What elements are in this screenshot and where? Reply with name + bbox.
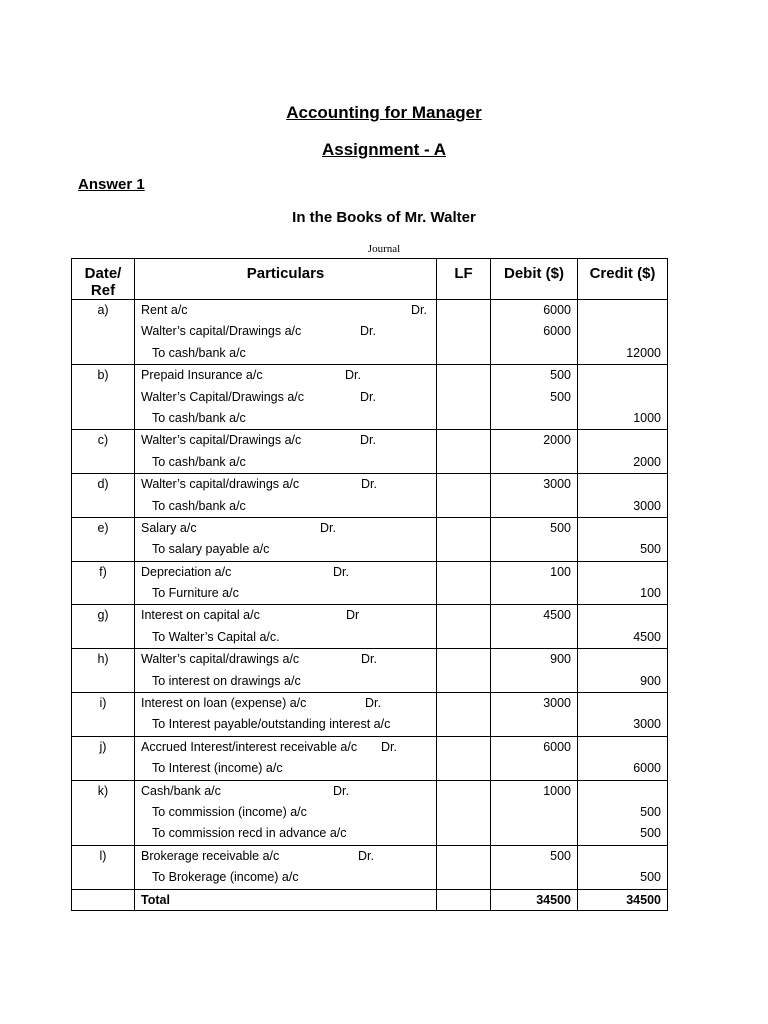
entry-particulars-cell: [135, 845, 437, 889]
debit-amount: [491, 867, 577, 888]
account-name: To interest on drawings a/c: [152, 673, 301, 688]
account-name: To Brokerage (income) a/c: [152, 870, 299, 885]
account-name: To commission recd in advance a/c: [152, 826, 347, 841]
entry-particulars-cell: [135, 474, 437, 518]
header-debit: Debit ($): [491, 259, 578, 300]
entry-lf-cell: [437, 474, 491, 518]
particular-line: [135, 474, 436, 495]
particular-line: [135, 802, 436, 823]
entry-particulars-cell: [135, 736, 437, 780]
entry-particulars-cell: [135, 605, 437, 649]
entry-lf-cell: [437, 365, 491, 430]
entry-lf-cell: [437, 605, 491, 649]
credit-amount: 500: [640, 870, 661, 885]
books-heading: In the Books of Mr. Walter: [292, 209, 476, 226]
particular-line: [135, 365, 436, 386]
credit-amount: [578, 518, 667, 539]
total-credit: 34500: [626, 892, 661, 907]
header-date-ref: Date/ Ref: [72, 259, 135, 300]
entry-ref: i): [99, 696, 107, 711]
credit-amount: [578, 387, 667, 408]
debit-amount: [491, 452, 577, 473]
debit-amount: [491, 539, 577, 560]
particular-line: [135, 430, 436, 451]
account-name: To Interest (income) a/c: [152, 761, 283, 776]
entry-lf-cell: [437, 649, 491, 693]
debit-amount: [491, 823, 577, 844]
debit-amount: 500: [550, 848, 571, 863]
account-name: Prepaid Insurance a/c: [141, 368, 263, 383]
account-name: Accrued Interest/interest receivable a/c: [141, 739, 358, 754]
credit-amount: [578, 321, 667, 342]
entry-ref-cell: [72, 300, 135, 365]
entry-particulars-cell: [135, 300, 437, 365]
entry-debit-cell: [491, 693, 578, 737]
debit-amount: 4500: [543, 608, 571, 623]
total-lf-cell: [437, 889, 491, 910]
entry-ref: b): [97, 368, 109, 383]
total-row: [72, 889, 668, 910]
entry-ref-cell: [72, 693, 135, 737]
particular-line: [135, 605, 436, 626]
entry-particulars-cell: [135, 365, 437, 430]
particular-line: [135, 627, 436, 648]
entry-debit-cell: [491, 845, 578, 889]
entry-credit-cell: [578, 780, 668, 845]
entry-particulars-cell: [135, 693, 437, 737]
debit-amount: 500: [550, 368, 571, 383]
particular-line: [135, 539, 436, 560]
debit-amount: 6000: [543, 303, 571, 317]
entry-ref: k): [97, 783, 109, 798]
account-name: To Interest payable/outstanding interest a/c: [152, 717, 391, 732]
entry-credit-cell: [578, 649, 668, 693]
debit-marker: Dr.: [365, 696, 381, 711]
entry-lf-cell: [437, 430, 491, 474]
debit-amount: [491, 802, 577, 823]
credit-amount: [578, 693, 667, 714]
entry-ref-cell: [72, 474, 135, 518]
particular-line: [135, 583, 436, 604]
entry-lf-cell: [437, 780, 491, 845]
journal-entry-row: [72, 605, 668, 649]
entry-debit-cell: [491, 300, 578, 365]
entry-ref: e): [97, 520, 109, 535]
particular-line: [135, 300, 436, 321]
credit-amount: 2000: [633, 454, 661, 469]
journal-entry-row: [72, 300, 668, 365]
entry-ref-cell: [72, 561, 135, 605]
journal-entry-row: [72, 561, 668, 605]
debit-marker: Dr.: [360, 389, 376, 404]
credit-amount: [578, 430, 667, 451]
entry-debit-cell: [491, 365, 578, 430]
debit-marker: Dr.: [360, 433, 376, 448]
credit-amount: 6000: [633, 761, 661, 776]
entry-ref: l): [99, 848, 107, 863]
total-credit-cell: [578, 889, 668, 910]
debit-amount: 3000: [543, 477, 571, 492]
account-name: To cash/bank a/c: [152, 410, 246, 425]
table-header-row: [72, 259, 668, 300]
entry-debit-cell: [491, 736, 578, 780]
journal-body: [72, 300, 668, 890]
debit-marker: Dr.: [333, 783, 349, 798]
total-debit-cell: [491, 889, 578, 910]
account-name: Walter’s capital/Drawings a/c: [141, 433, 302, 448]
journal-entry-row: [72, 649, 668, 693]
debit-marker: Dr.: [333, 564, 349, 579]
credit-amount: 100: [640, 586, 661, 601]
particular-line: [135, 693, 436, 714]
particular-line: [135, 823, 436, 844]
entry-ref: a): [97, 303, 109, 317]
entry-lf-cell: [437, 693, 491, 737]
debit-amount: [491, 408, 577, 429]
account-name: To Walter’s Capital a/c.: [152, 629, 280, 644]
particular-line: [135, 408, 436, 429]
journal-entry-row: [72, 780, 668, 845]
entry-debit-cell: [491, 780, 578, 845]
entry-ref: d): [97, 477, 109, 492]
credit-amount: 900: [640, 673, 661, 688]
credit-amount: [578, 562, 667, 583]
debit-marker: Dr.: [358, 848, 374, 863]
debit-amount: [491, 343, 577, 364]
particular-line: [135, 496, 436, 517]
particular-line: [135, 758, 436, 779]
entry-ref: f): [99, 564, 107, 579]
entry-ref: g): [97, 608, 109, 623]
credit-amount: [578, 781, 667, 802]
particular-line: [135, 562, 436, 583]
entry-particulars-cell: [135, 561, 437, 605]
credit-amount: [578, 474, 667, 495]
particular-line: [135, 452, 436, 473]
entry-lf-cell: [437, 517, 491, 561]
account-name: To salary payable a/c: [152, 542, 270, 557]
entry-credit-cell: [578, 365, 668, 430]
particular-line: [135, 387, 436, 408]
debit-amount: 900: [550, 652, 571, 667]
journal-entry-row: [72, 430, 668, 474]
particular-line: [135, 321, 436, 342]
entry-ref-cell: [72, 649, 135, 693]
entry-debit-cell: [491, 474, 578, 518]
debit-amount: 3000: [543, 696, 571, 711]
header-credit: Credit ($): [578, 259, 668, 300]
debit-amount: [491, 714, 577, 735]
debit-amount: [491, 627, 577, 648]
entry-lf-cell: [437, 561, 491, 605]
entry-credit-cell: [578, 430, 668, 474]
debit-marker: Dr.: [361, 477, 377, 492]
credit-amount: [578, 605, 667, 626]
particular-line: [135, 781, 436, 802]
entry-debit-cell: [491, 561, 578, 605]
credit-amount: 4500: [633, 629, 661, 644]
credit-amount: [578, 300, 667, 321]
credit-amount: 3000: [633, 717, 661, 732]
account-name: To cash/bank a/c: [152, 454, 246, 469]
particular-line: [135, 518, 436, 539]
entry-ref-cell: [72, 517, 135, 561]
entry-credit-cell: [578, 300, 668, 365]
debit-amount: 6000: [543, 739, 571, 754]
entry-particulars-cell: [135, 649, 437, 693]
particular-line: [135, 846, 436, 867]
debit-marker: Dr.: [345, 368, 361, 383]
entry-credit-cell: [578, 693, 668, 737]
entry-particulars-cell: [135, 780, 437, 845]
credit-amount: [578, 846, 667, 867]
entry-ref-cell: [72, 736, 135, 780]
particular-line: [135, 714, 436, 735]
account-name: Walter’s capital/Drawings a/c: [141, 324, 302, 339]
account-name: Walter’s Capital/Drawings a/c: [141, 389, 305, 404]
header-particulars: Particulars: [135, 259, 437, 300]
document-title: Accounting for Manager: [286, 103, 482, 122]
entry-particulars-cell: [135, 430, 437, 474]
journal-entry-row: [72, 736, 668, 780]
debit-marker: Dr: [346, 608, 360, 623]
assignment-subtitle: Assignment - A: [321, 140, 447, 159]
entry-lf-cell: [437, 300, 491, 365]
journal-entry-row: [72, 474, 668, 518]
credit-amount: [578, 737, 667, 758]
entry-lf-cell: [437, 736, 491, 780]
debit-amount: [491, 671, 577, 692]
account-name: Interest on capital a/c: [141, 608, 260, 623]
account-name: Rent a/c: [141, 303, 188, 317]
entry-ref-cell: [72, 430, 135, 474]
credit-amount: 3000: [633, 498, 661, 513]
credit-amount: 500: [640, 826, 661, 841]
journal-label: Journal: [367, 243, 401, 255]
account-name: Depreciation a/c: [141, 564, 232, 579]
debit-amount: 100: [550, 564, 571, 579]
credit-amount: 12000: [626, 345, 661, 360]
entry-credit-cell: [578, 605, 668, 649]
particular-line: [135, 867, 436, 888]
account-name: Walter’s capital/drawings a/c: [141, 477, 300, 492]
total-date-cell: [72, 889, 135, 910]
entry-ref: c): [97, 433, 109, 448]
journal-table: [71, 258, 668, 911]
entry-ref: h): [97, 652, 109, 667]
debit-amount: 6000: [543, 324, 571, 339]
credit-amount: [578, 649, 667, 670]
account-name: To cash/bank a/c: [152, 498, 246, 513]
debit-marker: Dr.: [360, 324, 376, 339]
entry-debit-cell: [491, 649, 578, 693]
debit-amount: 500: [550, 389, 571, 404]
total-debit: 34500: [536, 892, 571, 907]
debit-marker: Dr.: [411, 303, 427, 317]
account-name: To commission (income) a/c: [152, 804, 307, 819]
entry-credit-cell: [578, 517, 668, 561]
debit-marker: Dr.: [361, 652, 377, 667]
journal-entry-row: [72, 517, 668, 561]
entry-debit-cell: [491, 430, 578, 474]
debit-amount: 1000: [543, 783, 571, 798]
particular-line: [135, 649, 436, 670]
debit-amount: [491, 758, 577, 779]
debit-amount: 500: [550, 520, 571, 535]
account-name: Walter’s capital/drawings a/c: [141, 652, 300, 667]
credit-amount: 500: [640, 542, 661, 557]
particular-line: [135, 343, 436, 364]
account-name: Interest on loan (expense) a/c: [141, 696, 307, 711]
total-label-cell: [135, 889, 437, 910]
account-name: Cash/bank a/c: [141, 783, 221, 798]
account-name: To Furniture a/c: [152, 586, 239, 601]
answer-heading: Answer 1: [78, 176, 145, 193]
account-name: Brokerage receivable a/c: [141, 848, 280, 863]
entry-credit-cell: [578, 845, 668, 889]
entry-ref-cell: [72, 845, 135, 889]
account-name: To cash/bank a/c: [152, 345, 246, 360]
entry-ref-cell: [72, 605, 135, 649]
entry-credit-cell: [578, 474, 668, 518]
debit-marker: Dr.: [381, 739, 397, 754]
particular-line: [135, 737, 436, 758]
entry-debit-cell: [491, 517, 578, 561]
journal-entry-row: [72, 365, 668, 430]
account-name: Salary a/c: [141, 520, 197, 535]
entry-credit-cell: [578, 736, 668, 780]
debit-amount: [491, 583, 577, 604]
entry-particulars-cell: [135, 517, 437, 561]
entry-ref-cell: [72, 365, 135, 430]
credit-amount: [578, 365, 667, 386]
journal-entry-row: [72, 693, 668, 737]
total-label: Total: [141, 892, 170, 907]
entry-ref: j): [99, 739, 107, 754]
entry-ref-cell: [72, 780, 135, 845]
debit-marker: Dr.: [320, 520, 336, 535]
debit-amount: [491, 496, 577, 517]
entry-debit-cell: [491, 605, 578, 649]
journal-entry-row: [72, 845, 668, 889]
debit-amount: 2000: [543, 433, 571, 448]
credit-amount: 500: [640, 804, 661, 819]
entry-credit-cell: [578, 561, 668, 605]
entry-lf-cell: [437, 845, 491, 889]
header-lf: LF: [437, 259, 491, 300]
particular-line: [135, 671, 436, 692]
credit-amount: 1000: [633, 410, 661, 425]
